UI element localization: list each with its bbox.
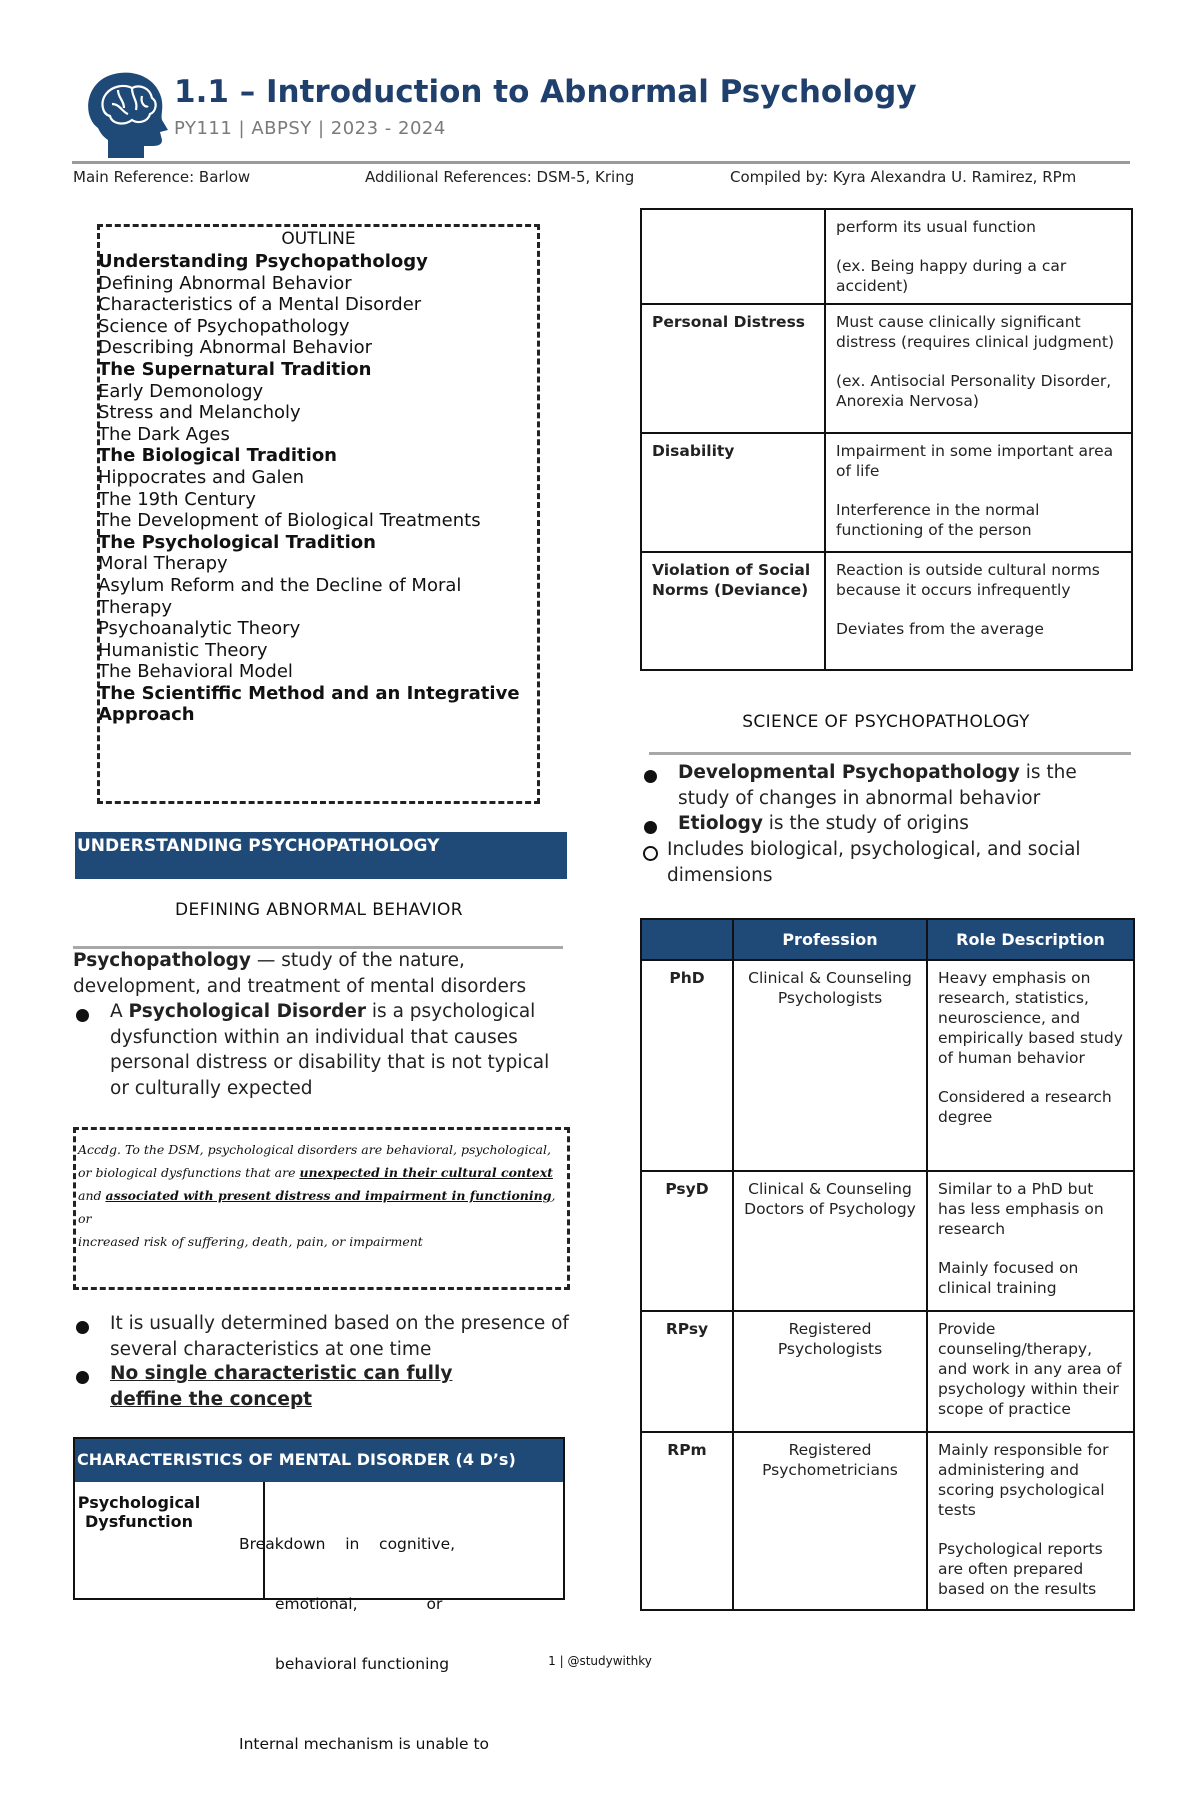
outline-item: The Dark Ages bbox=[98, 423, 230, 445]
table-row bbox=[641, 304, 1132, 433]
outline-item: The Scientiffic Method and an Integrative bbox=[98, 682, 520, 704]
profession-cell: Registered Psychologists bbox=[733, 1311, 927, 1432]
page-footer: 1 | @studywithky bbox=[548, 1654, 652, 1668]
bullet-icon bbox=[76, 1321, 89, 1334]
text: Breakdown in cognitive, bbox=[239, 1535, 456, 1553]
cell-paragraph: Impairment in some important area of life bbox=[836, 442, 1114, 480]
text: is a psychological bbox=[366, 1001, 536, 1022]
bullet-icon bbox=[644, 770, 657, 783]
section-banner bbox=[75, 832, 567, 879]
text: Psychological bbox=[77, 1493, 201, 1512]
page-subtitle: PY111 | ABPSY | 2023 - 2024 bbox=[174, 118, 446, 139]
list-item bbox=[110, 999, 580, 1101]
text: dimensions bbox=[667, 864, 773, 886]
underlined-text: unexpected in their cultural context bbox=[299, 1165, 553, 1180]
table-header bbox=[75, 1439, 563, 1482]
cell-paragraph: Mainly responsible for administering and scoring psychological tests bbox=[938, 1441, 1109, 1519]
role-description-cell bbox=[927, 960, 1134, 1171]
cell-paragraph: Deviates from the average bbox=[836, 620, 1044, 638]
bullet-icon bbox=[644, 821, 657, 834]
outline-item: The Supernatural Tradition bbox=[98, 358, 372, 380]
outline-item: The Development of Biological Treatments bbox=[98, 510, 481, 532]
table-row bbox=[641, 552, 1132, 670]
degree-cell: RPsy bbox=[641, 1311, 733, 1432]
text: and bbox=[78, 1188, 106, 1203]
cell-paragraph: Interference in the normal functioning of the person bbox=[836, 501, 1040, 539]
text: or biological dysfunctions that are bbox=[78, 1165, 300, 1180]
outline-item: Moral Therapy bbox=[98, 553, 228, 575]
outline-box bbox=[97, 224, 540, 804]
hollow-bullet-icon bbox=[643, 846, 658, 861]
term: Psychopathology bbox=[73, 950, 251, 971]
table-cell-key bbox=[641, 209, 825, 304]
dsm-definition-text bbox=[78, 1138, 566, 1253]
outline-item: Science of Psychopathology bbox=[98, 315, 350, 337]
cell-paragraph: Considered a research degree bbox=[938, 1088, 1112, 1126]
term: Developmental Psychopathology bbox=[678, 762, 1020, 783]
profession-table bbox=[640, 918, 1135, 1611]
text: A bbox=[110, 1001, 129, 1022]
text: , or bbox=[78, 1188, 556, 1226]
header-divider bbox=[72, 161, 1130, 164]
outline-item: Hippocrates and Galen bbox=[98, 466, 305, 488]
list-item bbox=[110, 1361, 580, 1412]
cell-paragraph: (ex. Antisocial Personality Disorder, Anorexia Nervosa) bbox=[836, 372, 1112, 410]
characteristics-continuation-table bbox=[640, 208, 1133, 671]
role-description-cell bbox=[927, 1311, 1134, 1432]
profession-cell: Registered Psychometricians bbox=[733, 1432, 927, 1610]
cell-paragraph: (ex. Being happy during a car accident) bbox=[836, 257, 1067, 295]
table-cell-key: Personal Distress bbox=[641, 304, 825, 433]
outline-item: Humanistic Theory bbox=[98, 639, 268, 661]
psychopathology-definition bbox=[73, 948, 573, 999]
cell-paragraph: Psychological reports are often prepared based on the results bbox=[938, 1540, 1103, 1598]
text: behavioral functioning bbox=[275, 1655, 450, 1673]
text: Accdg. To the DSM, psychological disorders are behavioral, psychological, bbox=[78, 1142, 551, 1157]
table-cell-value bbox=[825, 433, 1132, 552]
table-row bbox=[641, 960, 1134, 1171]
cell-paragraph: Mainly focused on clinical training bbox=[938, 1259, 1079, 1297]
outline-title: OUTLINE bbox=[281, 229, 356, 249]
section-title: UNDERSTANDING PSYCHOPATHOLOGY bbox=[77, 836, 440, 856]
definition-text: — study of the nature, bbox=[250, 950, 465, 971]
table-row bbox=[641, 1171, 1134, 1311]
outline-item: The 19th Century bbox=[98, 488, 256, 510]
term: Etiology bbox=[678, 813, 763, 834]
term: Psychological Disorder bbox=[128, 1001, 367, 1022]
cell-paragraph: perform its usual function bbox=[836, 218, 1036, 236]
table-cell-key: Violation of Social Norms (Deviance) bbox=[641, 552, 825, 670]
table-cell-value bbox=[825, 552, 1132, 670]
degree-cell: PhD bbox=[641, 960, 733, 1171]
text: It is usually determined based on the presence of bbox=[110, 1313, 569, 1334]
dsm-definition-box bbox=[73, 1127, 570, 1290]
text: No single characteristic can fully bbox=[110, 1363, 453, 1384]
cell-paragraph: Heavy emphasis on research, statistics, neuroscience, and empirically based study of human behavior bbox=[938, 969, 1123, 1067]
text: dysfunction within an individual that causes bbox=[110, 1026, 518, 1048]
degree-cell: PsyD bbox=[641, 1171, 733, 1311]
list-item bbox=[110, 1311, 580, 1362]
role-description-cell bbox=[927, 1171, 1134, 1311]
list-item bbox=[678, 760, 1138, 811]
cell-paragraph: Must cause clinically significant distress (requires clinical judgment) bbox=[836, 313, 1115, 351]
subsection-heading: DEFINING ABNORMAL BEHAVIOR bbox=[175, 900, 463, 920]
row-value bbox=[239, 1494, 489, 1794]
outline-item: Psychoanalytic Theory bbox=[98, 618, 301, 640]
table-row bbox=[641, 433, 1132, 552]
outline-item: Approach bbox=[98, 704, 195, 726]
table-row bbox=[641, 1311, 1134, 1432]
text: emotional, or bbox=[275, 1595, 443, 1613]
underlined-text: associated with present distress and impairment in functioning bbox=[105, 1188, 552, 1203]
table-cell-value bbox=[825, 209, 1132, 304]
text: personal distress or disability that is not typical bbox=[110, 1052, 550, 1073]
cell-paragraph: Similar to a PhD but has less emphasis on research bbox=[938, 1180, 1104, 1238]
text: or culturally expected bbox=[110, 1077, 313, 1099]
additional-references: Addilional References: DSM-5, Kring bbox=[365, 168, 635, 186]
cell-paragraph: Provide counseling/therapy, and work in any area of psychology within their scope of practice bbox=[938, 1320, 1122, 1418]
text: Dysfunction bbox=[85, 1512, 193, 1531]
table-row bbox=[641, 1432, 1134, 1610]
outline-item: Defining Abnormal Behavior bbox=[98, 272, 352, 294]
outline-item: Stress and Melancholy bbox=[98, 402, 301, 424]
text: increased risk of suffering, death, pain, or impairment bbox=[78, 1234, 423, 1249]
outline-item: Understanding Psychopathology bbox=[98, 251, 428, 272]
text: deffine the concept bbox=[110, 1388, 313, 1410]
outline-item: Asylum Reform and the Decline of Moral bbox=[98, 574, 462, 596]
text: is the bbox=[1019, 762, 1077, 783]
outline-item: The Psychological Tradition bbox=[98, 531, 376, 553]
table-cell-key: Disability bbox=[641, 433, 825, 552]
outline-item: Describing Abnormal Behavior bbox=[98, 337, 373, 359]
outline-list bbox=[98, 251, 520, 726]
compiled-by: Compiled by: Kyra Alexandra U. Ramirez, RPm bbox=[730, 168, 1077, 186]
outline-item: Characteristics of a Mental Disorder bbox=[98, 294, 422, 316]
text: is the study of origins bbox=[762, 813, 969, 834]
list-item bbox=[678, 811, 1138, 837]
row-key bbox=[49, 1493, 229, 1531]
table-header-row bbox=[641, 919, 1134, 960]
characteristics-table bbox=[73, 1437, 565, 1753]
table-row bbox=[641, 209, 1132, 304]
table-title: CHARACTERISTICS OF MENTAL DISORDER (4 D’s) bbox=[77, 1450, 516, 1469]
text: study of changes in abnormal behavior bbox=[678, 787, 1041, 809]
text: Internal mechanism is unable to bbox=[239, 1735, 489, 1753]
heading-divider bbox=[649, 752, 1131, 755]
profession-cell: Clinical & Counseling Doctors of Psychology bbox=[733, 1171, 927, 1311]
profession-cell: Clinical & Counseling Psychologists bbox=[733, 960, 927, 1171]
column-header bbox=[641, 919, 733, 960]
cell-paragraph: Reaction is outside cultural norms because it occurs infrequently bbox=[836, 561, 1100, 599]
outline-item: The Biological Tradition bbox=[98, 445, 338, 467]
column-header: Role Description bbox=[927, 919, 1134, 960]
text: several characteristics at one time bbox=[110, 1338, 432, 1360]
outline-item: Therapy bbox=[98, 596, 172, 618]
definition-text: development, and treatment of mental disorders bbox=[73, 975, 527, 997]
table-cell-value bbox=[825, 304, 1132, 433]
role-description-cell bbox=[927, 1432, 1134, 1610]
outline-item: Early Demonology bbox=[98, 380, 264, 402]
text: Includes biological, psychological, and social bbox=[667, 839, 1081, 860]
bullet-icon bbox=[76, 1009, 89, 1022]
outline-item: The Behavioral Model bbox=[98, 661, 293, 683]
column-header: Profession bbox=[733, 919, 927, 960]
head-brain-logo-icon bbox=[78, 68, 170, 160]
degree-cell: RPm bbox=[641, 1432, 733, 1610]
page-title: 1.1 – Introduction to Abnormal Psychology bbox=[174, 74, 917, 110]
main-reference: Main Reference: Barlow bbox=[73, 168, 251, 186]
bullet-icon bbox=[76, 1371, 89, 1384]
subsection-heading: SCIENCE OF PSYCHOPATHOLOGY bbox=[742, 712, 1030, 732]
list-item bbox=[667, 837, 1137, 888]
